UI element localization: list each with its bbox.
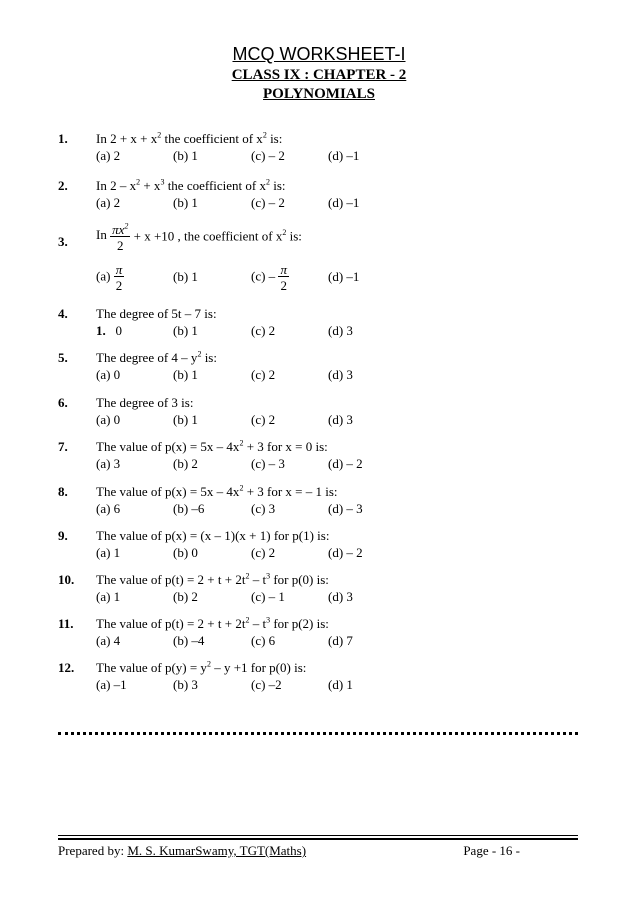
option-c: (c) – 3 [251, 456, 285, 471]
option-c: (c) – 1 [251, 589, 285, 604]
option-a: (a) $\frac{\pi}{2}$ [96, 262, 123, 293]
option-a: (a) 6 [96, 501, 121, 516]
fraction-pi-x-squared-over-2: $\frac{\pi x^2}{2}$ [112, 221, 129, 253]
option-c: (c) – 2 [251, 148, 285, 163]
option-d: (d) 1 [328, 677, 353, 692]
option-b: (b) 1 [173, 148, 198, 163]
question-number: 4. [58, 306, 68, 321]
question-stem: In $2 - x^2 + x^3$ the coefficient of $x^2$ is: [96, 177, 286, 193]
option-b: (b) 0 [173, 545, 198, 560]
option-c: (c) 2 [251, 545, 276, 560]
option-b: (b) –6 [173, 501, 205, 516]
worksheet-title: MCQ WORKSHEET-I [232, 44, 406, 64]
option-b: (b) 1 [173, 195, 198, 210]
question-stem: The degree of $4 - y^2$ is: [96, 349, 217, 365]
question-stem: The value of $p(y) = y^2 - y +1$ for p(0) is: [96, 659, 307, 675]
option-b: (b) 1 [173, 412, 198, 427]
question-number: 1. [58, 131, 68, 146]
option-a: (a) –1 [96, 677, 127, 692]
question-stem: The value of $p(t) = 2 + t + 2t^2 - t^3$ for p(2) is: [96, 615, 329, 631]
option-d: (d) –1 [328, 148, 360, 163]
option-d: (d) –1 [328, 195, 360, 210]
option-c: (c) 6 [251, 633, 276, 648]
question-stem: The value of $p(t) = 2 + t + 2t^2 - t^3$ for p(0) is: [96, 571, 329, 587]
option-c: (c) 2 [251, 367, 276, 382]
question-number: 12. [58, 660, 75, 675]
option-d: (d) 7 [328, 633, 353, 648]
question-number: 10. [58, 572, 75, 587]
option-b: (b) 1 [173, 323, 198, 338]
option-a: (a) 0 [96, 367, 121, 382]
option-a: (a) 2 [96, 148, 121, 163]
option-c: (c) –2 [251, 677, 282, 692]
question-number: 6. [58, 395, 68, 410]
question-number: 3. [58, 234, 68, 249]
option-a: 1. 0 [96, 323, 122, 338]
option-b: (b) 1 [173, 367, 198, 382]
option-d: (d) – 2 [328, 545, 363, 560]
option-d: (d) 3 [328, 367, 353, 382]
question-number: 9. [58, 528, 68, 543]
class-chapter-heading: CLASS IX : CHAPTER - 2 [231, 67, 407, 83]
option-d: (d) – 3 [328, 501, 363, 516]
option-b: (b) 2 [173, 589, 198, 604]
option-a: (a) 0 [96, 412, 121, 427]
author-name: M. S. KumarSwamy, TGT(Maths) [127, 843, 307, 858]
question-number: 11. [58, 616, 74, 631]
option-a: (a) 1 [96, 589, 121, 604]
option-b: (b) 2 [173, 456, 198, 471]
footer-rule [58, 835, 578, 836]
option-a: (a) 1 [96, 545, 121, 560]
option-c: (c) – 2 [251, 195, 285, 210]
option-a: (a) 2 [96, 195, 121, 210]
question-number: 2. [58, 178, 68, 193]
option-c: (c) – $\frac{\pi}{2}$ [251, 262, 287, 293]
question-stem: In $2 + x + x^2$ the coefficient of $x^2$ is: [96, 130, 283, 146]
option-b: (b) 1 [173, 269, 198, 284]
option-d: (d) 3 [328, 323, 353, 338]
option-c: (c) 2 [251, 323, 276, 338]
prepared-by: Prepared by: M. S. KumarSwamy, TGT(Maths) [58, 843, 307, 858]
question-stem: The degree of 3 is: [96, 395, 194, 410]
question-number: 8. [58, 484, 68, 499]
option-a: (a) 3 [96, 456, 121, 471]
option-d: (d) 3 [328, 589, 353, 604]
option-d: (d) –1 [328, 269, 360, 284]
dotted-separator [58, 732, 578, 739]
question-stem: The value of $p(x) = 5x - 4x^2 + 3$ for x = 0 is: [96, 438, 328, 454]
question-number: 5. [58, 350, 68, 365]
page-number: Page - 16 - [463, 843, 520, 858]
question-stem: In $\frac{\pi x^2}{2}$ + x +10 , the coefficient of $x^2$ is: [96, 221, 302, 253]
topic-heading: POLYNOMIALS [263, 86, 375, 102]
option-c: (c) 2 [251, 412, 276, 427]
option-b: (b) 3 [173, 677, 198, 692]
question-stem: The value of p(x) = (x – 1)(x + 1) for p(1) is: [96, 528, 330, 543]
question-stem: The value of $p(x) = 5x - 4x^2 + 3$ for x = – 1 is: [96, 483, 338, 499]
option-a: (a) 4 [96, 633, 121, 648]
footer-rule-thick [58, 838, 578, 840]
option-b: (b) –4 [173, 633, 205, 648]
option-c: (c) 3 [251, 501, 276, 516]
question-stem: The degree of 5t – 7 is: [96, 306, 217, 321]
question-number: 7. [58, 439, 68, 454]
option-d: (d) 3 [328, 412, 353, 427]
option-d: (d) – 2 [328, 456, 363, 471]
